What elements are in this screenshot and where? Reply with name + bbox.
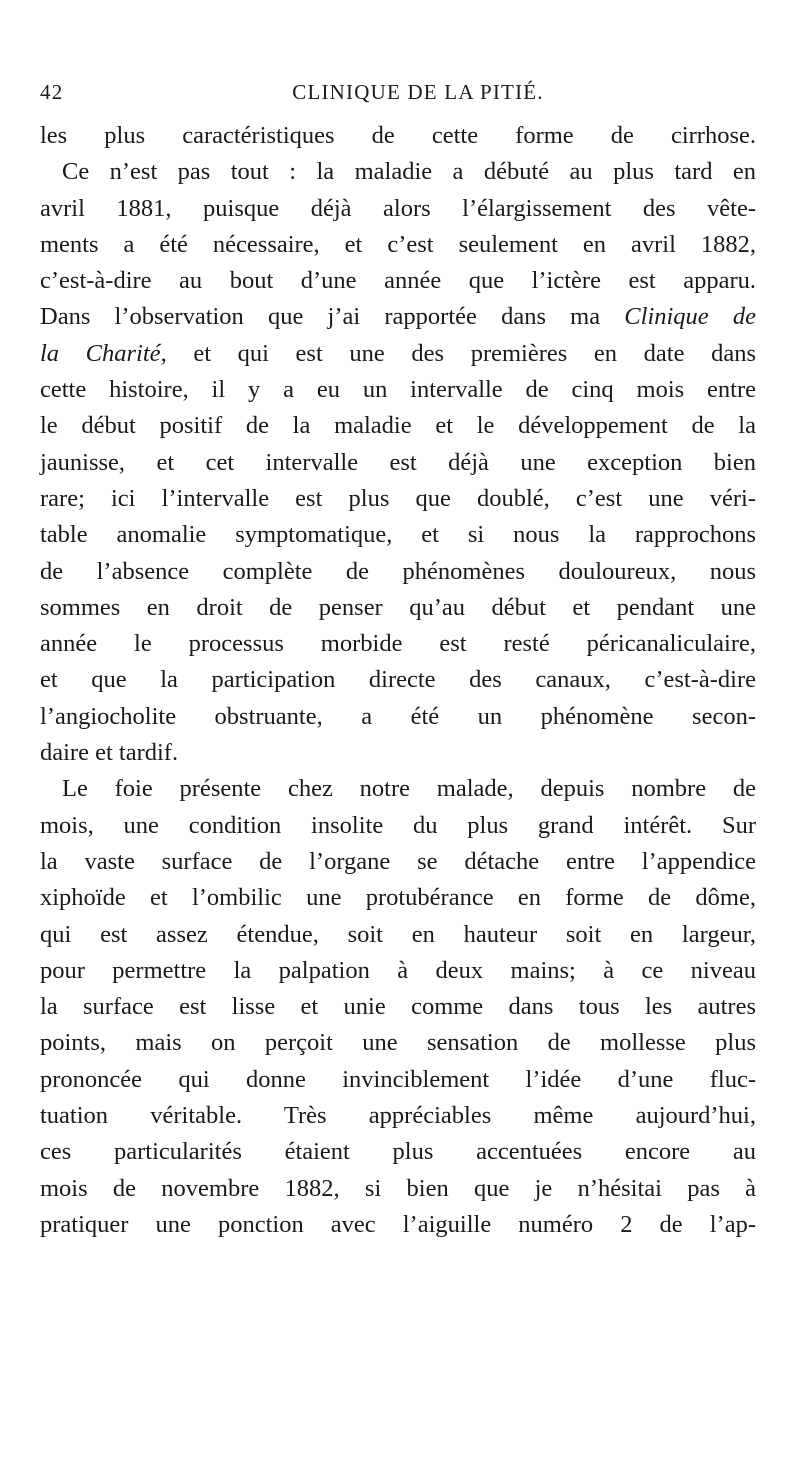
- text-line: Ce n’est pas tout : la maladie a débuté au plus tard en: [62, 158, 756, 186]
- text-line-with-italic: [40, 336, 756, 372]
- text-line: pratiquer une ponction avec l’aiguille numéro 2 de l’ap-: [40, 1210, 756, 1238]
- text-line: sommes en droit de penser qu’au début et pendant une: [40, 593, 756, 621]
- text-line: année le processus morbide est resté péricanaliculaire,: [40, 630, 756, 658]
- text-line: et que la participation directe des canaux, c’est-à-dire: [40, 666, 756, 694]
- body-text: [40, 118, 756, 1243]
- italic-citation: la Charité: [40, 339, 161, 367]
- text-line: de l’absence complète de phénomènes douloureux, nous: [40, 557, 756, 585]
- text-line: jaunisse, et cet intervalle est déjà une exception bien: [40, 448, 756, 476]
- text-line: points, mais on perçoit une sensation de mollesse plus: [40, 1029, 756, 1057]
- text-fragment: , et qui est une des premières en date dans: [160, 339, 757, 367]
- text-line: xiphoïde et l’ombilic une protubérance en forme de dôme,: [40, 884, 756, 912]
- text-line: ces particularités étaient plus accentuées encore au: [40, 1138, 756, 1166]
- text-line: le début positif de la maladie et le développement de la: [40, 412, 756, 440]
- text-line: pour permettre la palpation à deux mains; à ce niveau: [40, 956, 756, 984]
- text-line: qui est assez étendue, soit en hauteur soit en largeur,: [40, 920, 756, 948]
- text-line: l’angiocholite obstruante, a été un phénomène secon-: [40, 702, 756, 730]
- text-fragment: Dans l’observation que j’ai rapportée dans ma: [40, 303, 625, 331]
- text-line-with-italic: [40, 299, 756, 335]
- text-line: la surface est lisse et unie comme dans tous les autres: [40, 993, 756, 1021]
- text-line: les plus caractéristiques de cette forme de cirrhose.: [40, 122, 756, 149]
- running-head-title: CLINIQUE DE LA PITIÉ.: [292, 80, 544, 104]
- text-line: c’est-à-dire au bout d’une année que l’ictère est apparu.: [40, 267, 756, 295]
- text-line: mois, une condition insolite du plus grand intérêt. Sur: [40, 811, 756, 839]
- text-line: mois de novembre 1882, si bien que je n’hésitai pas à: [40, 1174, 756, 1202]
- text-line: cette histoire, il y a eu un intervalle de cinq mois entre: [40, 376, 756, 404]
- text-line: tuation véritable. Très appréciables même aujourd’hui,: [40, 1102, 756, 1130]
- text-line: Le foie présente chez notre malade, depuis nombre de: [62, 775, 756, 803]
- text-line: table anomalie symptomatique, et si nous la rapprochons: [40, 521, 756, 549]
- running-head: [40, 80, 756, 110]
- italic-citation: Clinique de: [624, 303, 756, 331]
- text-line: daire et tardif.: [40, 739, 179, 767]
- page-number: 42: [40, 80, 64, 104]
- text-line: rare; ici l’intervalle est plus que doublé, c’est une véri-: [40, 484, 756, 512]
- text-line: avril 1881, puisque déjà alors l’élargissement des vête-: [40, 194, 756, 222]
- text-line: prononcée qui donne invinciblement l’idée d’une fluc-: [40, 1065, 756, 1093]
- text-line: la vaste surface de l’organe se détache entre l’appendice: [40, 847, 756, 875]
- text-line: ments a été nécessaire, et c’est seulement en avril 1882,: [40, 230, 756, 258]
